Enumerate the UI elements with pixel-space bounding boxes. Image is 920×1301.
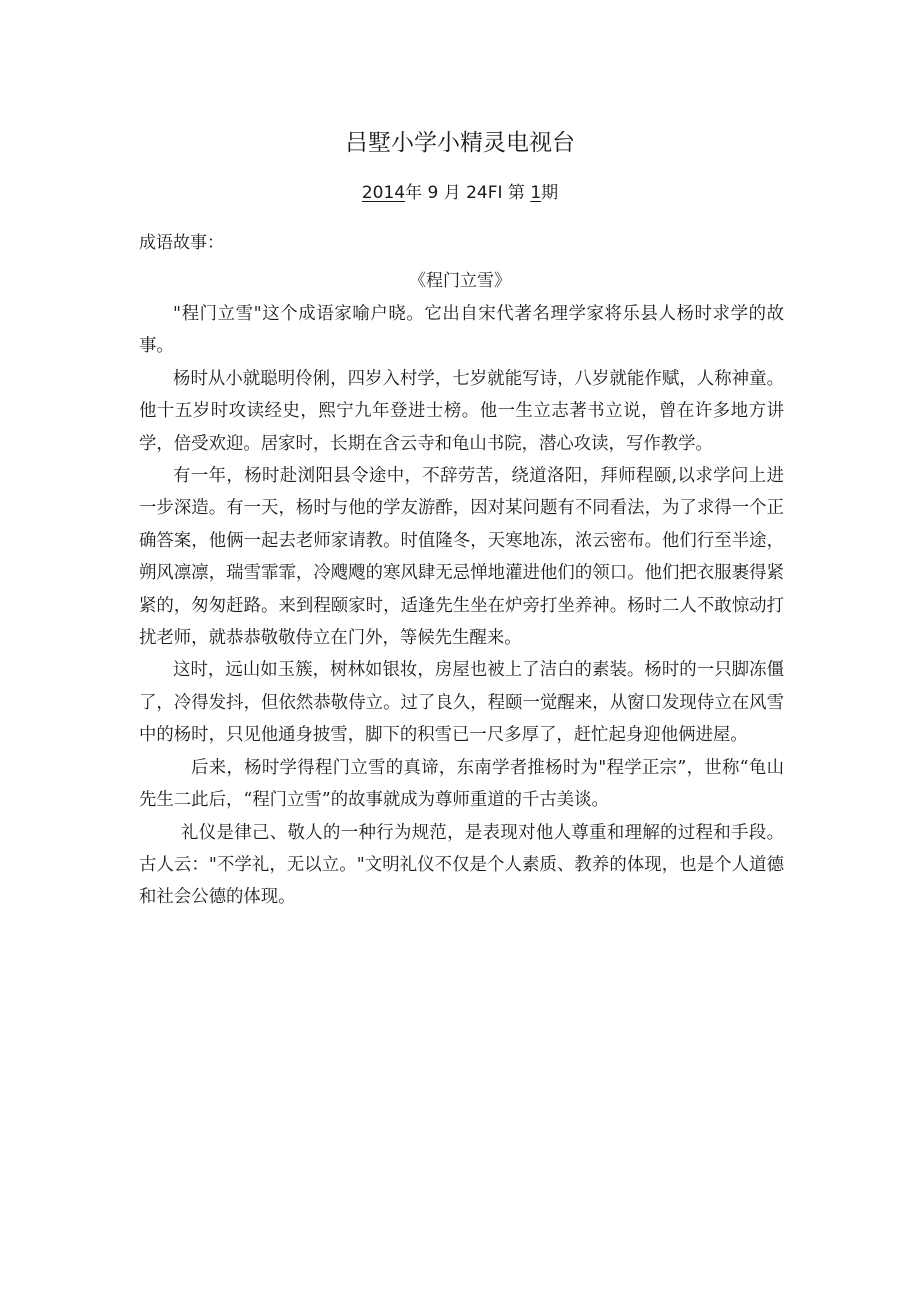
page-title: 吕墅小学小精灵电视台: [345, 130, 575, 156]
story-title: 《程门立雪》: [409, 271, 511, 291]
section-label: 成语故事：: [139, 233, 224, 253]
story-body: [139, 298, 784, 914]
story-paragraph: 有一年，杨时赴浏阳县令途中，不辞劳苦，绕道洛阳，拜师程颐,以求学问上进一步深造。有一天，杨时与他的学友游酢，因对某问题有不同看法，为了求得一个正确答案，他俩一起去老师家请教。时值隆冬，天寒地冻，浓云密布。他们行至半途，朔风凛凛，瑞雪霏霏，冷飕飕的寒风肆无忌惮地灌进他们的领口。他们把衣服裹得紧紧的，匆匆赶路。来到程颐家时，适逢先生坐在炉旁打坐养神。杨时二人不敢惊动打扰老师，就恭恭敬敬侍立在门外，等候先生醒来。: [139, 466, 784, 649]
issue-year: 2014: [361, 183, 406, 203]
issue-number: 1: [530, 183, 542, 203]
issue-date-text: 年 9 月 24FI 第: [405, 183, 531, 203]
issue-date-suffix: 期: [541, 183, 559, 203]
issue-dateline: [0, 179, 920, 207]
story-paragraph: 礼仪是律己、敬人的一种行为规范，是表现对他人尊重和理解的过程和手段。古人云："不学礼，无以立。"文明礼仪不仅是个人素质、教养的体现，也是个人道德和社会公德的体现。: [139, 822, 784, 908]
story-paragraph: 这时，远山如玉簇，树林如银妆，房屋也被上了洁白的素装。杨时的一只脚冻僵了，冷得发抖，但依然恭敬侍立。过了良久，程颐一觉醒来，从窗口发现侍立在风雪中的杨时，只见他通身披雪，脚下的积雪已一尺多厚了，赶忙起身迎他俩进屋。: [139, 660, 784, 746]
story-paragraph: 杨时从小就聪明伶俐，四岁入村学，七岁就能写诗，八岁就能作赋，人称神童。他十五岁时攻读经史，熙宁九年登进士榜。他一生立志著书立说，曾在许多地方讲学，倍受欢迎。居家时，长期在含云寺和龟山书院，潜心攻读，写作教学。: [139, 368, 784, 454]
story-paragraph: "程门立雪"这个成语家喻户晓。它出自宋代著名理学家将乐县人杨时求学的故事。: [139, 304, 784, 357]
story-paragraph: 后来，杨时学得程门立雪的真谛，东南学者推杨时为"程学正宗”，世称“龟山先生二此后，“程门立雪”的故事就成为尊师重道的千古美谈。: [139, 757, 784, 811]
